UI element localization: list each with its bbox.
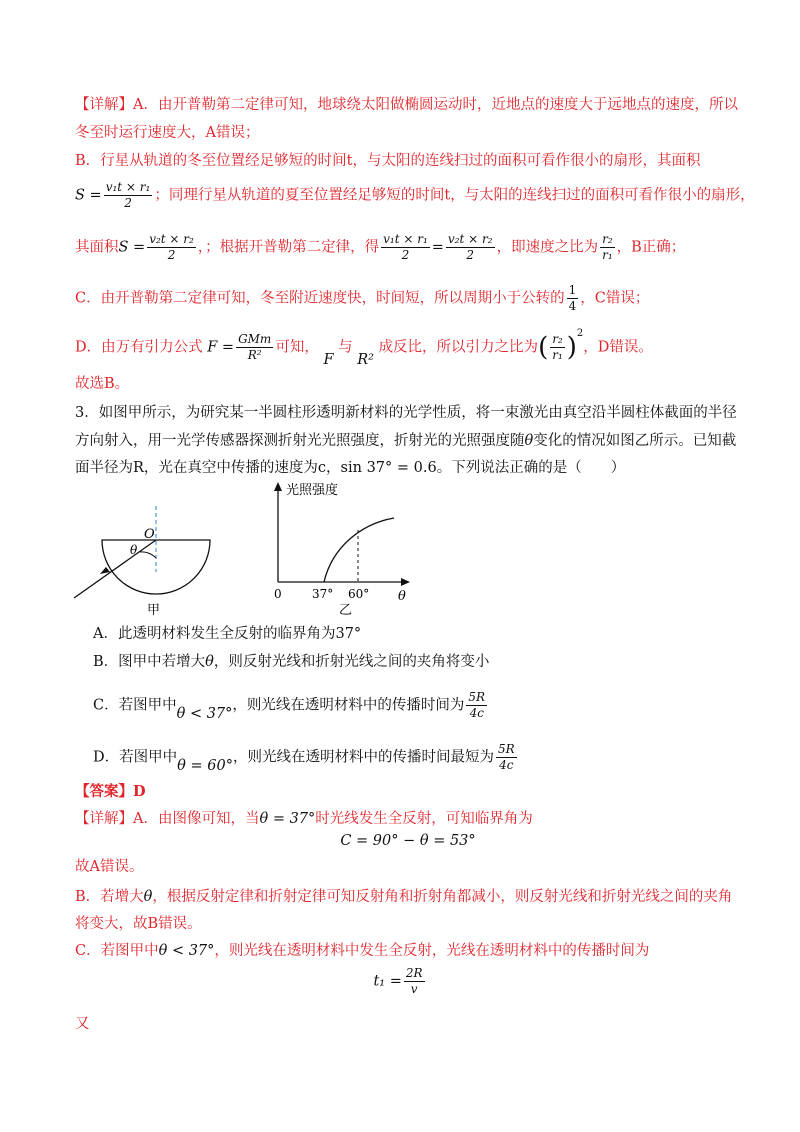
detail-A-conclusion: 故A错误。 (75, 859, 144, 875)
label-yi: 乙 (339, 603, 353, 618)
x-axis-arrow-icon (401, 578, 410, 586)
angle-arc (139, 552, 156, 558)
continuation-line: 又 (75, 1016, 90, 1032)
tick-37-label: 37° (312, 587, 334, 601)
explanation-C-line: C．由开普勒第二定律可知，冬至附近速度快，时间短，所以周期小于公转的 $\frac{1}{4}$ ，C错误； (75, 283, 650, 313)
option-C: C．若图甲中θ < 37°，则光线在透明材料中的传播时间为 $\frac{5R}{4c}$ (93, 690, 486, 722)
figure-yi-graph (274, 482, 410, 618)
fraction: $\frac{\text{r₂}}{\text{r₁}}$ (552, 332, 563, 362)
detail-B-line1: B．若增大θ，根据反射定律和折射定律可知反射角和折射角都减小，则反射光线和折射光线之间的夹角 (75, 889, 733, 905)
question-3-line2: 方向射入，用一光学传感器探测折射光光照强度，折射光的光照强度随θ变化的情况如图乙所示。已知截 (75, 433, 737, 449)
conclusion-line: 故选B。 (75, 376, 130, 392)
fraction: $\frac{\text{v₂t × r₂}}{2}$ (447, 232, 493, 262)
explanation-B-line2: S = $\frac{\text{v₁t × r₁}}{2}$ ；同理行星从轨道的夏至位置经足够短的时间t，与太阳的连线扫过的面积可看作很小的扇形， (75, 180, 755, 210)
label-jia: 甲 (147, 603, 161, 618)
fraction: $\frac{2R}{v}$ (405, 966, 423, 996)
explanation-B-line1: B．行星从轨道的冬至位置经足够短的时间t，与太阳的连线扫过的面积可看作很小的扇形，其面积 (75, 153, 701, 169)
fraction: $\frac{\text{v₂t × r₂}}{2}$ (149, 232, 194, 262)
fraction: $\frac{\text{GMm}}{\text{R²}}$ (238, 332, 272, 362)
answer-line: 【答案】D (75, 783, 146, 800)
option-A: A．此透明材料发生全反射的临界角为37° (93, 626, 362, 642)
y-axis-label: 光照强度 (286, 483, 339, 498)
x-axis-label: θ (398, 589, 406, 604)
incident-ray (74, 540, 156, 598)
fraction: $\frac{\text{v₁t × r₁}}{2}$ (383, 232, 428, 262)
detail-A-line: 【详解】A．由图像可知，当θ = 37°时光线发生全反射，可知临界角为 (75, 811, 533, 827)
intensity-curve (324, 518, 394, 582)
fraction: $\frac{5R}{4c}$ (497, 742, 515, 772)
fraction: $\frac{\text{v₁t × r₁}}{2}$ (105, 180, 151, 210)
origin-label: 0 (274, 587, 282, 601)
fraction: $\frac{5R}{4c}$ (468, 690, 486, 720)
explanation-A-line2: 冬至时运行速度大，A错误； (75, 125, 260, 141)
option-D: D．若图甲中θ = 60°，则光线在透明材料中的传播时间最短为 $\frac{5R}{4c}$ (93, 742, 515, 774)
figure-jia (74, 506, 210, 618)
label-theta: θ (130, 543, 138, 557)
question-3-line3: 面半径为R，光在真空中传播的速度为c，sin 37° = 0.6。下列说法正确的是（ ） (75, 460, 626, 476)
detail-B-line2: 将变大，故B错误。 (75, 916, 202, 932)
explanation-D-line: D．由万有引力公式 F = $\frac{\text{GMm}}{\text{R²}}$ 可知， F 与 R² 成反比，所以引力之比为( $\frac{\text{r₂}}{\text{r₁}}$ )$^2$，D错误。 (75, 327, 653, 368)
explanation-A-line1: 【详解】A．由开普勒第二定律可知，地球绕太阳做椭圆运动时，近地点的速度大于远地点的速度，所以 (75, 97, 738, 113)
critical-angle-formula: C = 90° − θ = 53° (340, 833, 476, 849)
label-O: O (144, 527, 155, 542)
formula-S: S = (75, 187, 102, 204)
option-B: B．图甲中若增大θ，则反射光线和折射光线之间的夹角将变小 (93, 654, 490, 670)
fraction: $\frac{1}{4}$ (568, 283, 577, 313)
detail-C-line: C．若图甲中θ < 37°，则光线在透明材料中发生全反射，光线在透明材料中的传播时间为 (75, 943, 650, 959)
figure-diagrams (60, 478, 420, 618)
time-formula: t₁ = $\frac{2R}{v}$ (373, 966, 423, 996)
fraction: $\frac{\text{r₂}}{\text{r₁}}$ (602, 232, 613, 262)
explanation-B-line3: 其面积S = $\frac{\text{v₂t × r₂}}{2}$ ，；根据开普勒第二定律，得 $\frac{\text{v₁t × r₁}}{2}$ = $\frac{\text{v₂t × r₂}}{2}$ ，即速度之比为 $\frac{\text{r₂}}{\text{r₁}}$ ，B正确； (75, 232, 686, 262)
question-3-line1: 3．如图甲所示，为研究某一半圆柱形透明新材料的光学性质，将一束激光由真空沿半圆柱体截面的半径 (75, 405, 737, 421)
y-axis-arrow-icon (274, 482, 282, 491)
tick-60-label: 60° (348, 587, 370, 601)
